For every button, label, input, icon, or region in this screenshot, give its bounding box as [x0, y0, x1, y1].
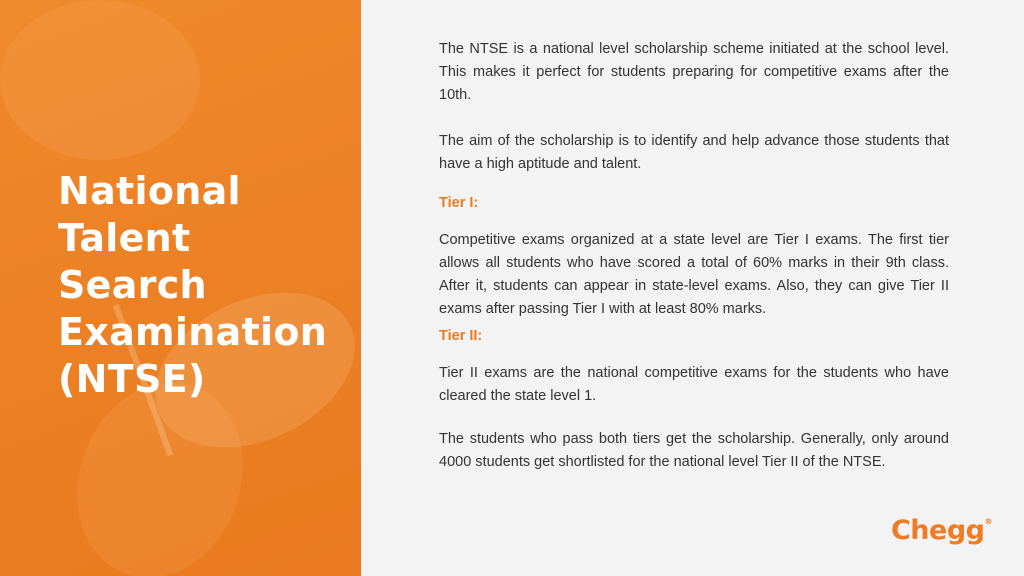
tier1-paragraph: Competitive exams organized at a state level are Tier I exams. The first tier allows all students who have scored a total of 60% marks in their 9th class. After it, students can appear in state-level exams. Also, they can give Tier II exams after passing Tier I with at least 80% marks.: [439, 232, 949, 317]
logo-text: Chegg: [890, 515, 985, 546]
aim-paragraph: The aim of the scholarship is to identify and help advance those students that have a high aptitude and talent.: [439, 133, 949, 172]
title-line: Examination: [58, 310, 328, 354]
background-photo-overlay: [0, 0, 200, 160]
content-column: [439, 38, 949, 474]
intro-paragraph: The NTSE is a national level scholarship scheme initiated at the school level. This makes it perfect for students preparing for competitive exams after the 10th.: [439, 41, 949, 103]
trademark-mark: ®: [984, 517, 992, 526]
tier2-paragraph: Tier II exams are the national competitive exams for the students who have cleared the state level 1.: [439, 365, 949, 404]
title-panel: [0, 0, 361, 576]
page-title: [58, 168, 327, 403]
title-line: Search: [58, 263, 207, 307]
title-line: Talent: [58, 216, 191, 260]
chegg-logo: [891, 515, 992, 546]
title-line: National: [58, 169, 241, 213]
tier2-heading: Tier II:: [439, 328, 483, 344]
closing-paragraph: The students who pass both tiers get the scholarship. Generally, only around 4000 students get shortlisted for the national level Tier II of the NTSE.: [439, 431, 949, 470]
tier1-heading: Tier I:: [439, 195, 479, 211]
title-line: (NTSE): [58, 357, 206, 401]
